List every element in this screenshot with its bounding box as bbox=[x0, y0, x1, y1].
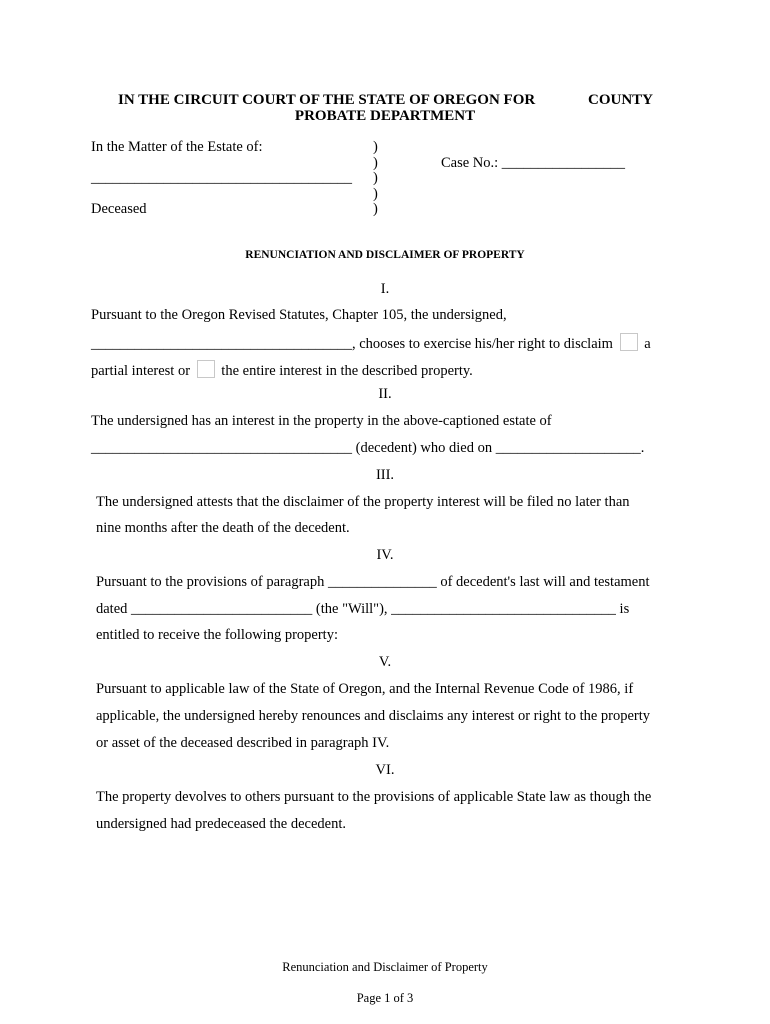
matter-label: In the Matter of the Estate of: bbox=[91, 139, 263, 155]
section-text: entitled to receive the following property: bbox=[96, 627, 338, 643]
section-text: applicable, the undersigned hereby renounces and disclaims any interest or right to the property bbox=[96, 708, 651, 724]
section-text: partial interest or bbox=[91, 363, 191, 379]
section-text: Pursuant to applicable law of the State of Oregon, and the Internal Revenue Code of 1986, if bbox=[96, 681, 634, 697]
section-text: The undersigned attests that the disclaimer of the property interest will be filed no later than bbox=[96, 494, 630, 510]
section-text: ____________________________________ (decedent) who died on ____________________. bbox=[91, 440, 645, 456]
page-number: Page 1 of 3 bbox=[356, 991, 414, 1005]
section-text: undersigned had predeceased the decedent. bbox=[96, 816, 347, 832]
deceased-label: Deceased bbox=[91, 201, 147, 217]
section-text-line bbox=[91, 333, 651, 353]
section-number: I. bbox=[380, 281, 390, 297]
section-text: the entire interest in the described property. bbox=[221, 363, 473, 379]
undersigned-name-blank: ____________________________________, chooses to exercise his/her right to disclaim bbox=[91, 336, 613, 352]
section-number: VI. bbox=[375, 762, 395, 778]
section-text: The undersigned has an interest in the property in the above-captioned estate of bbox=[91, 413, 552, 429]
section-text-line bbox=[91, 360, 473, 380]
caption-paren: ) bbox=[373, 155, 378, 171]
section-text: dated _________________________ (the "Will"), _______________________________ is bbox=[96, 601, 630, 617]
case-number-field: Case No.: _________________ bbox=[441, 155, 626, 171]
department-header: PROBATE DEPARTMENT bbox=[294, 108, 476, 124]
section-text: or asset of the deceased described in paragraph IV. bbox=[96, 735, 390, 751]
footer-title: Renunciation and Disclaimer of Property bbox=[282, 960, 488, 974]
entire-interest-checkbox[interactable] bbox=[197, 360, 215, 378]
caption-paren: ) bbox=[373, 186, 378, 202]
court-header-line: IN THE CIRCUIT COURT OF THE STATE OF OREGON FOR bbox=[118, 92, 536, 108]
section-text: a bbox=[644, 336, 651, 352]
section-number: III. bbox=[375, 467, 395, 483]
section-text: Pursuant to the Oregon Revised Statutes, Chapter 105, the undersigned, bbox=[91, 307, 507, 323]
section-number: II. bbox=[378, 386, 392, 402]
county-label: COUNTY bbox=[588, 92, 654, 108]
caption-paren: ) bbox=[373, 139, 378, 155]
partial-interest-checkbox[interactable] bbox=[620, 333, 638, 351]
document-title: RENUNCIATION AND DISCLAIMER OF PROPERTY bbox=[245, 249, 525, 261]
estate-name-blank: ____________________________________ bbox=[91, 170, 352, 186]
section-number: V. bbox=[378, 654, 392, 670]
caption-paren: ) bbox=[373, 170, 378, 186]
section-number: IV. bbox=[376, 547, 394, 563]
section-text: The property devolves to others pursuant to the provisions of applicable State law as though the bbox=[96, 789, 652, 805]
section-text: nine months after the death of the decedent. bbox=[96, 520, 350, 536]
section-text: Pursuant to the provisions of paragraph _______________ of decedent's last will and testament bbox=[96, 574, 650, 590]
caption-paren: ) bbox=[373, 201, 378, 217]
